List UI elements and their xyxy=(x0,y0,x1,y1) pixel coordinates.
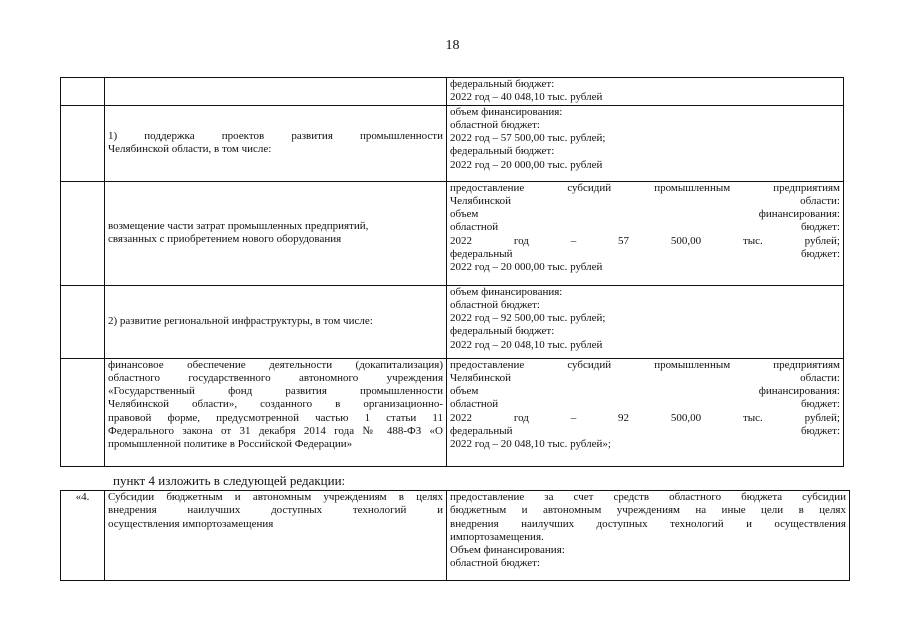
cell-text-line: объем финансирования: xyxy=(450,285,563,298)
cell-text-line: промышленной политике в Российской Федерации» xyxy=(108,438,353,451)
cell-text-line: «Государственный фонд развития промышленности xyxy=(108,385,443,398)
financing-cell xyxy=(447,78,844,106)
budget-table-continuation xyxy=(60,77,844,467)
cell-text-line: 2022 год – 40 048,10 тыс. рублей xyxy=(450,91,603,104)
activity-cell xyxy=(105,285,447,358)
financing-cell xyxy=(447,105,844,181)
cell-text-line: Челябинской области: xyxy=(450,194,840,207)
cell-text-line: Челябинской области, в том числе: xyxy=(108,143,272,156)
cell-text-line: внедрения наилучших доступных технологий и осуществления xyxy=(450,517,846,530)
item-4-marker: «4. xyxy=(61,491,105,581)
cell-text-line: 2022 год – 20 000,00 тыс. рублей xyxy=(450,158,603,171)
cell-text-line: связанных с приобретением нового оборудования xyxy=(108,233,342,246)
cell-text-line: 2022 год – 20 000,00 тыс. рублей xyxy=(450,261,603,274)
cell-text-line: 2022 год – 92 500,00 тыс. рублей; xyxy=(450,312,606,325)
cell-text-line: федеральный бюджет: xyxy=(450,325,555,338)
cell-text-line: объем финансирования: xyxy=(450,208,840,221)
table-row xyxy=(61,181,844,285)
cell-text-line: 2022 год – 57 500,00 тыс. рублей; xyxy=(450,132,606,145)
cell-text-line: объем финансирования: xyxy=(450,385,840,398)
cell-text-line: 2) развитие региональной инфраструктуры, в том числе: xyxy=(108,314,373,327)
cell-text-line: предоставление субсидий промышленным предприятиям xyxy=(450,358,840,371)
cell-text-line: 2022 год – 57 500,00 тыс. рублей; xyxy=(450,234,840,247)
number-cell xyxy=(61,358,105,466)
item-4-row xyxy=(61,491,850,581)
cell-text-line: федеральный бюджет: xyxy=(450,145,555,158)
cell-text-line: бюджетным и автономным учреждениям на иные цели в целях xyxy=(450,504,846,517)
cell-text-line: областной бюджет: xyxy=(450,557,540,570)
item-4-table xyxy=(60,490,850,581)
cell-text-line: предоставление за счет средств областного бюджета субсидии xyxy=(450,491,846,503)
cell-text-line: финансовое обеспечение деятельности (докапитализация) xyxy=(108,358,443,371)
item-4-title-cell xyxy=(105,491,447,581)
table-row xyxy=(61,105,844,181)
cell-text-line: импортозамещения. xyxy=(450,530,544,543)
cell-text-line: областной бюджет: xyxy=(450,118,540,131)
financing-cell xyxy=(447,181,844,285)
cell-text-line: 2022 год – 92 500,00 тыс. рублей; xyxy=(450,411,840,424)
cell-text-line: Федерального закона от 31 декабря 2014 года № 488-ФЗ «О xyxy=(108,425,443,438)
cell-text-line: федеральный бюджет: xyxy=(450,248,840,261)
cell-text-line: предоставление субсидий промышленным предприятиям xyxy=(450,181,840,194)
cell-text-line: областной бюджет: xyxy=(450,398,840,411)
amendment-instruction: пункт 4 изложить в следующей редакции: xyxy=(113,473,346,488)
page-number: 18 xyxy=(445,38,460,53)
cell-text-line: Челябинской области: xyxy=(450,371,840,384)
cell-text-line: федеральный бюджет: xyxy=(450,425,840,438)
cell-text-line: правовой форме, предусмотренной частью 1 статьи 11 xyxy=(108,411,443,424)
cell-text-line: 1) поддержка проектов развития промышленности xyxy=(108,129,443,142)
cell-text-line: Субсидии бюджетным и автономным учреждениям в целях xyxy=(108,491,443,503)
financing-cell xyxy=(447,358,844,466)
cell-text-line: осуществления импортозамещения xyxy=(108,517,274,530)
cell-text-line: Челябинской области», созданного в организационно- xyxy=(108,398,443,411)
cell-text-line: возмещение части затрат промышленных предприятий, xyxy=(108,219,369,232)
item-4-details-cell xyxy=(447,491,850,581)
table-row xyxy=(61,285,844,358)
cell-text-line: областной бюджет: xyxy=(450,298,540,311)
activity-cell xyxy=(105,358,447,466)
cell-text-line: 2022 год – 20 048,10 тыс. рублей xyxy=(450,338,603,351)
cell-text-line: объем финансирования: xyxy=(450,105,563,118)
cell-text-line: Объем финансирования: xyxy=(450,544,565,557)
activity-cell xyxy=(105,181,447,285)
financing-cell xyxy=(447,285,844,358)
cell-text-line: областной бюджет: xyxy=(450,221,840,234)
cell-text-line: внедрения наилучших доступных технологий и xyxy=(108,504,443,517)
table-row xyxy=(61,358,844,466)
cell-text-line: 2022 год – 20 048,10 тыс. рублей»; xyxy=(450,438,611,451)
cell-text-line: областного государственного автономного учреждения xyxy=(108,371,443,384)
number-cell xyxy=(61,181,105,285)
number-cell xyxy=(61,105,105,181)
table-row xyxy=(61,78,844,106)
number-cell xyxy=(61,78,105,106)
cell-text-line: федеральный бюджет: xyxy=(450,78,555,90)
activity-cell xyxy=(105,105,447,181)
activity-cell xyxy=(105,78,447,106)
number-cell xyxy=(61,285,105,358)
